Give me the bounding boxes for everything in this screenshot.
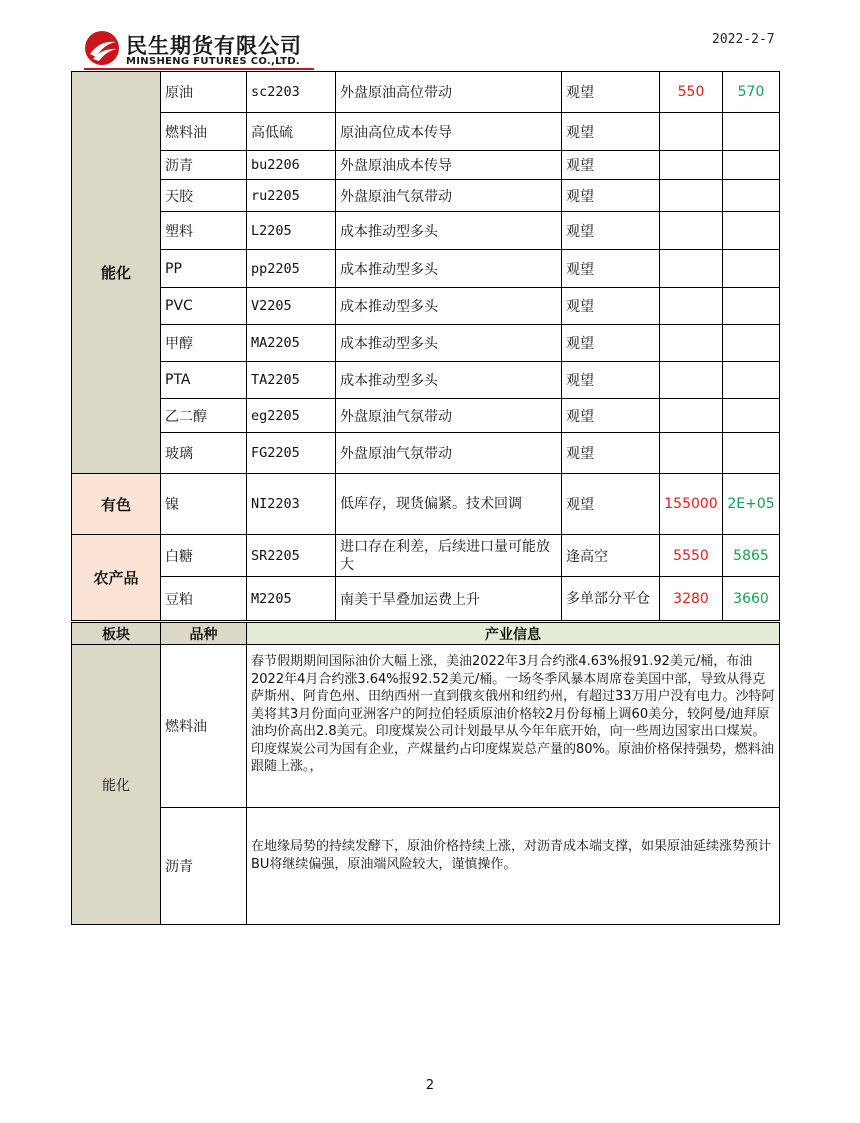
support-cell bbox=[660, 362, 723, 399]
view-cell: 多单部分平仓 bbox=[562, 577, 660, 621]
support-cell bbox=[660, 151, 723, 180]
contract-code-cell: ru2205 bbox=[247, 180, 336, 212]
view-cell: 观望 bbox=[562, 288, 660, 325]
contract-code-cell: L2205 bbox=[247, 212, 336, 250]
view-cell: 观望 bbox=[562, 180, 660, 212]
support-cell bbox=[660, 433, 723, 474]
resistance-cell: 570 bbox=[723, 72, 780, 113]
view-cell: 观望 bbox=[562, 362, 660, 399]
product-cell: 豆粕 bbox=[161, 577, 247, 621]
product-cell: PP bbox=[161, 250, 247, 288]
view-cell: 逢高空 bbox=[562, 535, 660, 577]
product-cell: 原油 bbox=[161, 72, 247, 113]
table-row bbox=[72, 250, 780, 288]
product-cell: 燃料油 bbox=[161, 113, 247, 151]
resistance-cell: 3660 bbox=[723, 577, 780, 621]
contract-code-cell: FG2205 bbox=[247, 433, 336, 474]
table-row bbox=[72, 474, 780, 535]
support-cell bbox=[660, 399, 723, 433]
company-name-en: MINSHENG FUTURES CO.,LTD. bbox=[126, 56, 300, 67]
view-cell: 观望 bbox=[562, 72, 660, 113]
table-row bbox=[72, 212, 780, 250]
info-row bbox=[72, 645, 780, 808]
contract-code-cell: SR2205 bbox=[247, 535, 336, 577]
logic-cell: 成本推动型多头 bbox=[336, 362, 562, 399]
logic-cell: 成本推动型多头 bbox=[336, 250, 562, 288]
contract-code-cell: NI2203 bbox=[247, 474, 336, 535]
contract-code-cell: eg2205 bbox=[247, 399, 336, 433]
resistance-cell bbox=[723, 399, 780, 433]
resistance-cell bbox=[723, 362, 780, 399]
resistance-cell: 2E+05 bbox=[723, 474, 780, 535]
support-cell bbox=[660, 113, 723, 151]
resistance-cell bbox=[723, 180, 780, 212]
sector-cell: 有色 bbox=[72, 474, 161, 535]
info-header-row bbox=[72, 623, 780, 645]
view-cell: 观望 bbox=[562, 151, 660, 180]
contract-code-cell: MA2205 bbox=[247, 325, 336, 362]
table-row bbox=[72, 535, 780, 577]
table-row bbox=[72, 72, 780, 113]
view-cell: 观望 bbox=[562, 325, 660, 362]
logic-cell: 成本推动型多头 bbox=[336, 288, 562, 325]
table-row bbox=[72, 180, 780, 212]
strategy-table bbox=[71, 71, 780, 621]
info-text-cell: 春节假期期间国际油价大幅上涨，美油2022年3月合约涨4.63%报91.92美元/桶，布油2022年4月合约涨3.64%报92.52美元/桶。一场冬季风暴本周席卷美国中部，导致从得克萨斯州、阿肯色州、田纳西州一直到俄亥俄州和纽约州，有超过33万用户没有电力。沙特阿美将其3月份面向亚洲客户的阿拉伯轻质原油价格较2月份每桶上调60美分，较阿曼/迪拜原油均价高出2.8美元。印度煤炭公司计划最早从今年年底开始，向一些周边国家出口煤炭。印度煤炭公司为国有企业，产煤量约占印度煤炭总产量的80%。原油价格保持强势，燃料油跟随上涨。， bbox=[247, 645, 780, 808]
table-row bbox=[72, 399, 780, 433]
minsheng-logo-icon bbox=[84, 30, 120, 66]
view-cell: 观望 bbox=[562, 250, 660, 288]
info-product-cell: 沥青 bbox=[161, 808, 247, 925]
support-cell bbox=[660, 250, 723, 288]
support-cell: 550 bbox=[660, 72, 723, 113]
logic-cell: 进口存在利差，后续进口量可能放大 bbox=[336, 535, 562, 577]
info-text-cell: 在地缘局势的持续发酵下，原油价格持续上涨，对沥青成本端支撑，如果原油延续涨势预计BU将继续偏强，原油端风险较大，谨慎操作。 bbox=[247, 808, 780, 925]
support-cell bbox=[660, 212, 723, 250]
table-row bbox=[72, 151, 780, 180]
table-row bbox=[72, 433, 780, 474]
product-cell: 天胶 bbox=[161, 180, 247, 212]
product-cell: 白糖 bbox=[161, 535, 247, 577]
table-row bbox=[72, 325, 780, 362]
logic-cell: 外盘原油气氛带动 bbox=[336, 433, 562, 474]
resistance-cell bbox=[723, 325, 780, 362]
info-product-cell: 燃料油 bbox=[161, 645, 247, 808]
contract-code-cell: pp2205 bbox=[247, 250, 336, 288]
logic-cell: 成本推动型多头 bbox=[336, 212, 562, 250]
header-product: 品种 bbox=[161, 623, 247, 645]
logic-cell: 外盘原油成本传导 bbox=[336, 151, 562, 180]
logic-cell: 成本推动型多头 bbox=[336, 325, 562, 362]
support-cell: 155000 bbox=[660, 474, 723, 535]
product-cell: 镍 bbox=[161, 474, 247, 535]
sector-cell: 农产品 bbox=[72, 535, 161, 621]
support-cell bbox=[660, 325, 723, 362]
table-row bbox=[72, 288, 780, 325]
page-header bbox=[0, 0, 860, 72]
table-row bbox=[72, 577, 780, 621]
view-cell: 观望 bbox=[562, 212, 660, 250]
resistance-cell bbox=[723, 113, 780, 151]
report-date: 2022-2-7 bbox=[712, 32, 775, 47]
logic-cell: 外盘原油高位带动 bbox=[336, 72, 562, 113]
product-cell: 塑料 bbox=[161, 212, 247, 250]
header-industry-info: 产业信息 bbox=[247, 623, 780, 645]
industry-info-table bbox=[71, 622, 780, 925]
support-cell: 3280 bbox=[660, 577, 723, 621]
product-cell: PVC bbox=[161, 288, 247, 325]
product-cell: 乙二醇 bbox=[161, 399, 247, 433]
logic-cell: 低库存，现货偏紧。技术回调 bbox=[336, 474, 562, 535]
logic-cell: 外盘原油气氛带动 bbox=[336, 180, 562, 212]
support-cell: 5550 bbox=[660, 535, 723, 577]
company-name-cn: 民生期货有限公司 bbox=[126, 34, 302, 58]
support-cell bbox=[660, 180, 723, 212]
header-divider bbox=[84, 68, 314, 70]
support-cell bbox=[660, 288, 723, 325]
view-cell: 观望 bbox=[562, 113, 660, 151]
logic-cell: 原油高位成本传导 bbox=[336, 113, 562, 151]
page-number: 2 bbox=[425, 1078, 435, 1093]
product-cell: PTA bbox=[161, 362, 247, 399]
info-sector-cell: 能化 bbox=[72, 645, 161, 925]
resistance-cell: 5865 bbox=[723, 535, 780, 577]
contract-code-cell: sc2203 bbox=[247, 72, 336, 113]
table-row bbox=[72, 113, 780, 151]
logic-cell: 南美干旱叠加运费上升 bbox=[336, 577, 562, 621]
resistance-cell bbox=[723, 212, 780, 250]
contract-code-cell: bu2206 bbox=[247, 151, 336, 180]
resistance-cell bbox=[723, 250, 780, 288]
sector-cell: 能化 bbox=[72, 72, 161, 474]
resistance-cell bbox=[723, 288, 780, 325]
product-cell: 玻璃 bbox=[161, 433, 247, 474]
logic-cell: 外盘原油气氛带动 bbox=[336, 399, 562, 433]
product-cell: 沥青 bbox=[161, 151, 247, 180]
view-cell: 观望 bbox=[562, 474, 660, 535]
contract-code-cell: V2205 bbox=[247, 288, 336, 325]
product-cell: 甲醇 bbox=[161, 325, 247, 362]
table-row bbox=[72, 362, 780, 399]
resistance-cell bbox=[723, 433, 780, 474]
resistance-cell bbox=[723, 151, 780, 180]
contract-code-cell: M2205 bbox=[247, 577, 336, 621]
contract-code-cell: 高低硫 bbox=[247, 113, 336, 151]
view-cell: 观望 bbox=[562, 399, 660, 433]
info-row bbox=[72, 808, 780, 925]
contract-code-cell: TA2205 bbox=[247, 362, 336, 399]
view-cell: 观望 bbox=[562, 433, 660, 474]
header-sector: 板块 bbox=[72, 623, 161, 645]
